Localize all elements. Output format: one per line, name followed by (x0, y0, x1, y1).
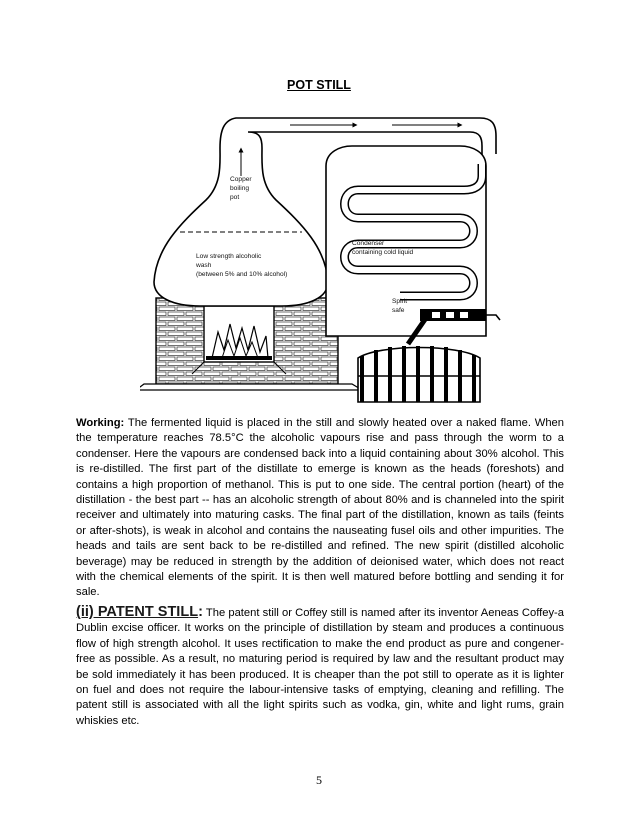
working-lead: Working: (76, 417, 125, 429)
label-wash-3: (between 5% and 10% alcohol) (196, 271, 288, 278)
patent-still-paragraph (76, 605, 564, 729)
patent-heading-colon: : (198, 604, 203, 620)
page-number: 5 (316, 773, 322, 787)
label-condenser-1: Condenser (352, 240, 385, 247)
patent-text: The patent still or Coffey still is named after its inventor Aeneas Coffey-a Dublin excise officer. It works on the principle of distillation by steam and produces a continuous flow of high strength alcohol. It uses rectification to make the end product as pure and congener-free as possible. As a result, no maturing period is required by law and the resultant product may be sold immediately it has been produced. It is cheaper than the pot still to operate as it is lighter on fuel and does not require the labour-intensive tasks of emptying, cleaning and refilling. The patent still is associated with all the light spirits such as vodka, gin, white and light rums, grain whiskies etc. (76, 607, 564, 727)
label-safe: safe (392, 307, 405, 314)
label-pot: pot (230, 194, 240, 201)
working-text: The fermented liquid is placed in the still and slowly heated over a naked flame. When the temperature reaches 78.5°C the alcoholic vapours rise and pass through the worm to a condenser. Here the vapours are condensed back into a liquid containing about 30% alcohol. This is re-distilled. The first part of the distillate to emerge is known as the heads (foreshots) and contains a high proportion of methanol. This is put to one side. The central portion (heart) of the distillation - the best part -- has an alcoholic strength of about 80% and is channeled into the spirit receiver and ultimately into maturing casks. The final part of the distillation, known as tails (feints or after-shots), is weak in alcohol and contains the nauseating fusel oils and other impurities. The heads and tails are sent back to be re-distilled and refined. The new spirit (distilled alcoholic beverage) may be reduced in strength by the addition of deionised water, which does not react with the chemical elements of the spirit. It is then well matured before bottling and sending it for sale. (76, 417, 564, 599)
label-condenser-2: containing cold liquid (352, 249, 414, 256)
page-title: POT STILL (287, 78, 351, 92)
working-paragraph (76, 416, 564, 601)
label-wash-1: Low strength alcoholic (196, 253, 262, 260)
condenser-tank (326, 146, 486, 336)
pot-still-diagram (140, 106, 512, 406)
label-copper: Copper (230, 176, 252, 183)
label-spirit: Spirit (392, 298, 408, 305)
label-wash-2: wash (196, 262, 212, 269)
label-boiling: boiling (230, 185, 250, 192)
barrel (358, 346, 480, 402)
patent-still-heading: (ii) PATENT STILL (76, 604, 199, 620)
